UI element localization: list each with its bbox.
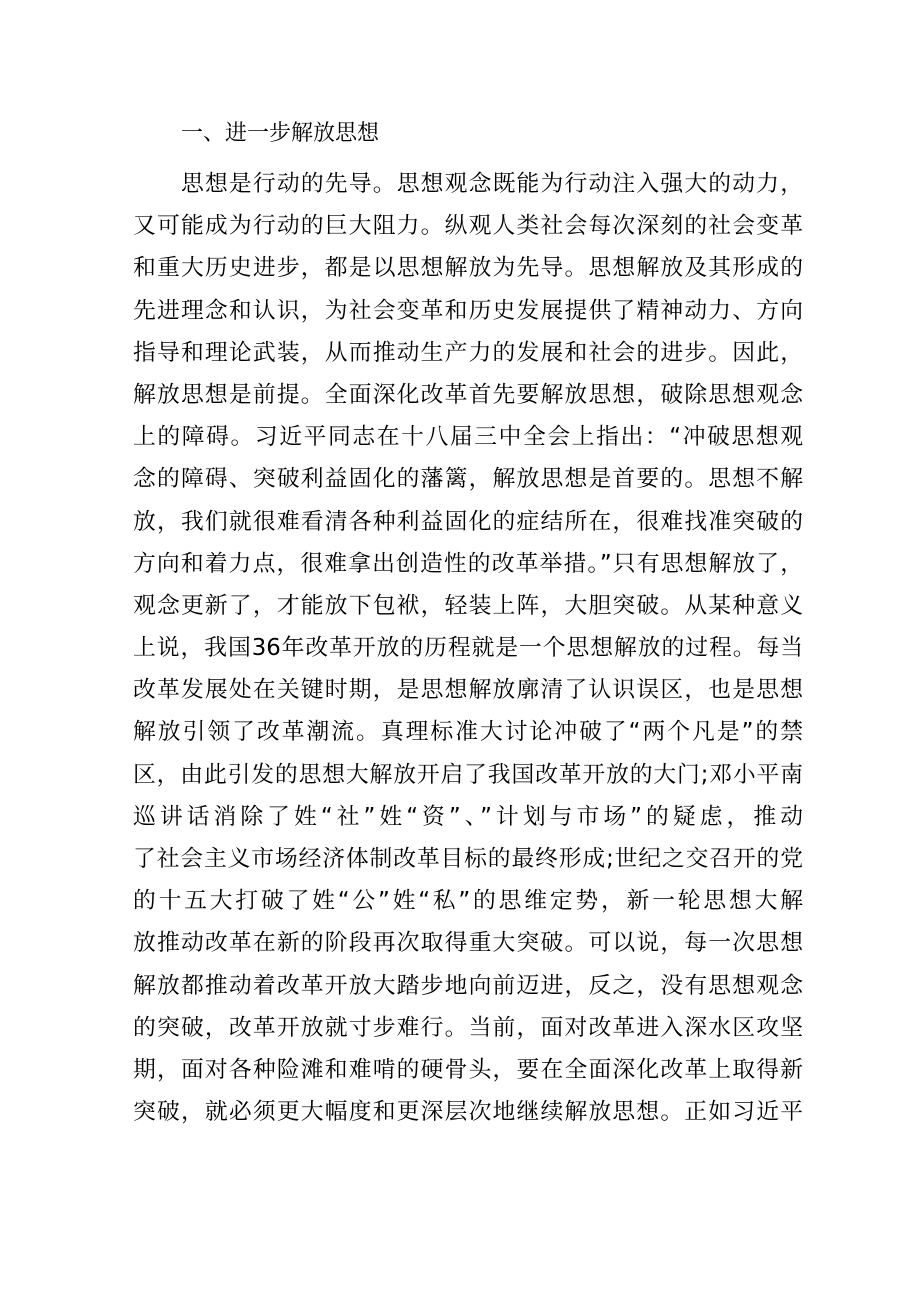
text-line: 先进理念和认识，为社会变革和历史发展提供了精神动力、方向 bbox=[133, 297, 803, 324]
text-line: 观念更新了，才能放下包袱，轻装上阵，大胆突破。从某种意义 bbox=[133, 592, 803, 619]
text-line: 区，由此引发的思想大解放开启了我国改革开放的大门;邓小平南 bbox=[133, 761, 803, 788]
text-line: 又可能成为行动的巨大阻力。纵观人类社会每次深刻的社会变革 bbox=[133, 213, 803, 240]
text-line: 解放思想是前提。全面深化改革首先要解放思想，破除思想观念 bbox=[133, 381, 803, 408]
text-line: 巡讲话消除了姓“社”姓“资”、”计划与市场”的疑虑，推动 bbox=[133, 803, 803, 830]
text-line: 放推动改革在新的阶段再次取得重大突破。可以说，每一次思想 bbox=[133, 930, 803, 957]
text-line: 指导和理论武装，从而推动生产力的发展和社会的进步。因此， bbox=[133, 339, 803, 366]
text-line: 和重大历史进步，都是以思想解放为先导。思想解放及其形成的 bbox=[133, 255, 803, 282]
text-line: 的突破，改革开放就寸步难行。当前，面对改革进入深水区攻坚 bbox=[133, 1014, 803, 1041]
body-paragraph bbox=[133, 163, 803, 1133]
text-line: 上说，我国36年改革开放的历程就是一个思想解放的过程。每当 bbox=[133, 635, 803, 662]
text-line: 解放都推动着改革开放大踏步地向前迈进，反之，没有思想观念 bbox=[133, 972, 803, 999]
text-line: 的十五大打破了姓“公”姓“私”的思维定势，新一轮思想大解 bbox=[133, 888, 803, 915]
text-line: 上的障碍。习近平同志在十八届三中全会上指出：“冲破思想观 bbox=[133, 424, 803, 451]
text-line: 思想是行动的先导。思想观念既能为行动注入强大的动力， bbox=[181, 171, 803, 197]
section-heading: 一、进一步解放思想 bbox=[181, 121, 380, 146]
text-line: 期，面对各种险滩和难啃的硬骨头，要在全面深化改革上取得新 bbox=[133, 1056, 803, 1083]
text-line: 了社会主义市场经济体制改革目标的最终形成;世纪之交召开的党 bbox=[133, 846, 803, 872]
text-line: 方向和着力点，很难拿出创造性的改革举措。”只有思想解放了， bbox=[133, 550, 803, 577]
text-line: 突破，就必须更大幅度和更深层次地继续解放思想。正如习近平 bbox=[133, 1099, 803, 1126]
text-line: 改革发展处在关键时期，是思想解放廓清了认识误区，也是思想 bbox=[133, 677, 803, 704]
text-line: 念的障碍、突破利益固化的藩篱，解放思想是首要的。思想不解 bbox=[133, 466, 803, 493]
text-line: 解放引领了改革潮流。真理标准大讨论冲破了“两个凡是”的禁 bbox=[133, 719, 803, 746]
text-line: 放，我们就很难看清各种利益固化的症结所在，很难找准突破的 bbox=[133, 508, 803, 535]
